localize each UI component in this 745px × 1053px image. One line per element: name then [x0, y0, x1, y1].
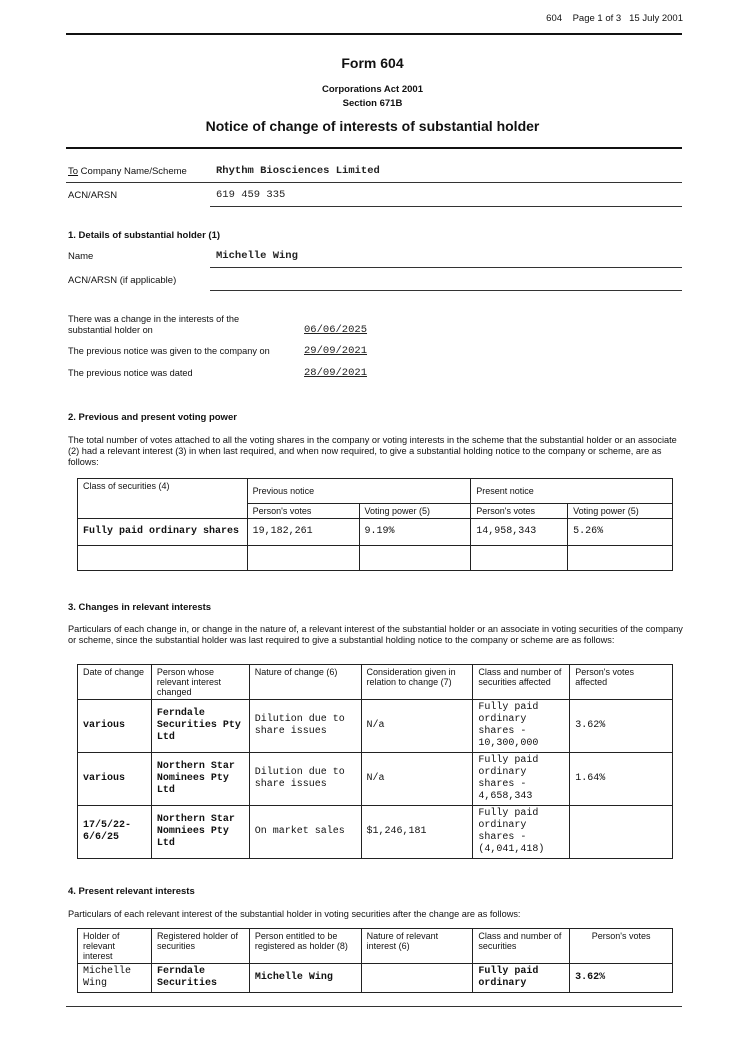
- cell-votes: 3.62%: [570, 964, 673, 993]
- title-rule: [66, 147, 682, 149]
- cell-class: Fully paid ordinary: [473, 964, 570, 993]
- holder-acn-label: ACN/ARSN (if applicable): [68, 275, 177, 286]
- header-present: Present notice: [471, 479, 673, 504]
- change-label: There was a change in the interests of the substantial holder on: [68, 314, 240, 335]
- header-prev-power: Voting power (5): [359, 504, 471, 519]
- section2-paragraph: The total number of votes attached to all the voting shares in the company or voting interests in the scheme that the substantial holder or an associate (2) had a relevant interest (3) in when last required, and when now required, to give a substantial holding notice to the company or scheme, are as follows:: [68, 435, 677, 467]
- notice-title: Notice of change of interests of substantial holder: [205, 118, 540, 134]
- section3-heading: 3. Changes in relevant interests: [68, 602, 212, 613]
- cell-date: 17/5/22-6/6/25: [78, 806, 152, 859]
- col-nature: Nature of relevant interest (6): [361, 929, 473, 964]
- divider: [210, 290, 682, 291]
- section2-heading: 2. Previous and present voting power: [68, 412, 237, 423]
- col-holder: Holder of relevant interest: [78, 929, 152, 964]
- cell-date: various: [78, 753, 152, 806]
- cell-consideration: $1,246,181: [361, 806, 473, 859]
- cell-nature: On market sales: [249, 806, 361, 859]
- header-present-power: Voting power (5): [568, 504, 673, 519]
- form-number: 604: [546, 13, 563, 24]
- col-registered: Registered holder of securities: [151, 929, 249, 964]
- divider: [210, 206, 682, 207]
- acn-value: 619 459 335: [216, 189, 286, 201]
- present-votes: 14,958,343: [471, 519, 568, 546]
- col-nature: Nature of change (6): [249, 665, 361, 700]
- col-class: Class and number of securities: [473, 929, 570, 964]
- section-title: Section 671B: [342, 98, 403, 109]
- divider: [66, 1006, 682, 1007]
- section4-paragraph: Particulars of each relevant interest of the substantial holder in voting securities after the change are as follows:: [68, 909, 521, 919]
- prev-dated-label: The previous notice was dated: [68, 368, 193, 378]
- row-class: Fully paid ordinary shares: [78, 519, 248, 546]
- prev-dated-date: 28/09/2021: [304, 367, 368, 379]
- prev-given-label: The previous notice was given to the company on: [68, 346, 270, 356]
- prev-power: 9.19%: [359, 519, 471, 546]
- holder-name-label: Name: [68, 251, 94, 262]
- page-header: [546, 13, 683, 24]
- cell-date: various: [78, 700, 152, 753]
- present-power: 5.26%: [568, 519, 673, 546]
- header-date: 15 July 2001: [629, 13, 683, 24]
- header-prev-votes: Person's votes: [247, 504, 359, 519]
- cell-consideration: N/a: [361, 753, 473, 806]
- changes-table: [77, 664, 673, 859]
- page-number: Page 1 of 3: [572, 13, 622, 24]
- table-row: [78, 700, 673, 753]
- cell-entitled: Michelle Wing: [249, 964, 361, 993]
- cell-consideration: N/a: [361, 700, 473, 753]
- cell-nature: Dilution due to share issues: [249, 753, 361, 806]
- cell-votes: 3.62%: [570, 700, 673, 753]
- prev-votes: 19,182,261: [247, 519, 359, 546]
- top-rule: [66, 33, 682, 35]
- holder-name: Michelle Wing: [216, 250, 298, 262]
- cell-class: Fully paid ordinary shares - 4,658,343: [473, 753, 570, 806]
- acn-label: ACN/ARSN: [68, 190, 118, 201]
- col-class: Class and number of securities affected: [473, 665, 570, 700]
- cell-class: Fully paid ordinary shares - 10,300,000: [473, 700, 570, 753]
- cell-registered: Ferndale Securities: [151, 964, 249, 993]
- cell-votes: 1.64%: [570, 753, 673, 806]
- section3-paragraph: Particulars of each change in, or change in the nature of, a relevant interest of the substantial holder or an associate in voting securities of the company or scheme, since the substantial holder was last required to give a substantial holding notice to the company or scheme are as follows:: [68, 624, 683, 645]
- divider: [210, 267, 682, 268]
- table-row: [78, 964, 673, 993]
- prev-given-date: 29/09/2021: [304, 345, 368, 357]
- cell-person: Northern Star Nomniees Pty Ltd: [151, 806, 249, 859]
- col-date: Date of change: [78, 665, 152, 700]
- cell-nature: Dilution due to share issues: [249, 700, 361, 753]
- cell-person: Ferndale Securities Pty Ltd: [151, 700, 249, 753]
- header-present-votes: Person's votes: [471, 504, 568, 519]
- table-row: [78, 806, 673, 859]
- table-row: [78, 753, 673, 806]
- section4-heading: 4. Present relevant interests: [68, 886, 195, 897]
- voting-power-table: [77, 478, 673, 571]
- header-class: Class of securities (4): [78, 479, 248, 519]
- form-title: Form 604: [341, 55, 404, 71]
- col-consideration: Consideration given in relation to change (7): [361, 665, 473, 700]
- change-date: 06/06/2025: [304, 324, 368, 336]
- present-interests-table: [77, 928, 673, 993]
- cell-class: Fully paid ordinary shares - (4,041,418): [473, 806, 570, 859]
- col-person: Person whose relevant interest changed: [151, 665, 249, 700]
- header-previous: Previous notice: [247, 479, 471, 504]
- cell-votes: [570, 806, 673, 859]
- cell-nature: [361, 964, 473, 993]
- act-title: Corporations Act 2001: [321, 84, 423, 95]
- company-label: To Company Name/Scheme: [68, 166, 187, 177]
- company-name: Rhythm Biosciences Limited: [216, 165, 380, 177]
- cell-person: Northern Star Nominees Pty Ltd: [151, 753, 249, 806]
- cell-holder: Michelle Wing: [78, 964, 152, 993]
- divider: [66, 182, 682, 183]
- col-votes: Person's votes: [570, 929, 673, 964]
- col-votes: Person's votes affected: [570, 665, 673, 700]
- col-entitled: Person entitled to be registered as holder (8): [249, 929, 361, 964]
- section1-heading: 1. Details of substantial holder (1): [68, 230, 221, 241]
